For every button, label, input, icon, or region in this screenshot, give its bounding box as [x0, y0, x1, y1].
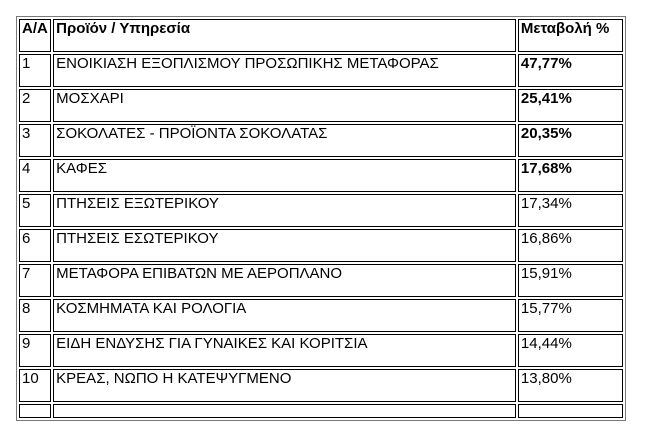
row-aa-cell: 7 [19, 264, 51, 297]
header-product: Προϊόν / Υπηρεσία [53, 19, 516, 52]
table-row [19, 369, 623, 402]
table-row [19, 89, 623, 122]
row-change-cell: 15,91% [518, 264, 623, 297]
row-aa-cell: 1 [19, 54, 51, 87]
table-row [19, 159, 623, 192]
row-aa-cell: 8 [19, 299, 51, 332]
row-product-cell: ΠΤΗΣΕΙΣ ΕΣΩΤΕΡΙΚΟΥ [53, 229, 516, 262]
row-change-cell: 25,41% [518, 89, 623, 122]
row-aa-cell: 4 [19, 159, 51, 192]
row-aa-cell: 3 [19, 124, 51, 157]
partial-cell [19, 404, 51, 418]
row-aa-cell: 5 [19, 194, 51, 227]
row-product-cell: ΜΟΣΧΑΡΙ [53, 89, 516, 122]
row-product-cell: ΕΙΔΗ ΕΝΔΥΣΗΣ ΓΙΑ ΓΥΝΑΙΚΕΣ ΚΑΙ ΚΟΡΙΤΣΙΑ [53, 334, 516, 367]
partial-cell [53, 404, 516, 418]
price-change-table [16, 16, 626, 421]
header-change: Μεταβολή % [518, 19, 623, 52]
row-change-cell: 15,77% [518, 299, 623, 332]
table-row [19, 194, 623, 227]
table-row [19, 299, 623, 332]
row-change-cell: 20,35% [518, 124, 623, 157]
row-change-cell: 17,34% [518, 194, 623, 227]
row-product-cell: ΚΑΦΕΣ [53, 159, 516, 192]
table-header-row [19, 19, 623, 52]
row-change-cell: 13,80% [518, 369, 623, 402]
header-aa: Α/Α [19, 19, 51, 52]
table-row [19, 264, 623, 297]
table-row [19, 54, 623, 87]
table-row [19, 334, 623, 367]
row-product-cell: ΚΟΣΜΗΜΑΤΑ ΚΑΙ ΡΟΛΟΓΙΑ [53, 299, 516, 332]
row-product-cell: ΚΡΕΑΣ, ΝΩΠΟ Η ΚΑΤΕΨΥΓΜΕΝΟ [53, 369, 516, 402]
table-row-partial [19, 404, 623, 418]
table-row [19, 229, 623, 262]
row-aa-cell: 9 [19, 334, 51, 367]
row-product-cell: ΠΤΗΣΕΙΣ ΕΞΩΤΕΡΙΚΟΥ [53, 194, 516, 227]
row-product-cell: ΕΝΟΙΚΙΑΣΗ ΕΞΟΠΛΙΣΜΟΥ ΠΡΟΣΩΠΙΚΗΣ ΜΕΤΑΦΟΡΑΣ [53, 54, 516, 87]
table-row [19, 124, 623, 157]
row-change-cell: 16,86% [518, 229, 623, 262]
table-body [19, 19, 623, 418]
row-aa-cell: 10 [19, 369, 51, 402]
row-change-cell: 47,77% [518, 54, 623, 87]
row-product-cell: ΣΟΚΟΛΑΤΕΣ - ΠΡΟΪΟΝΤΑ ΣΟΚΟΛΑΤΑΣ [53, 124, 516, 157]
row-aa-cell: 2 [19, 89, 51, 122]
row-change-cell: 14,44% [518, 334, 623, 367]
row-product-cell: ΜΕΤΑΦΟΡΑ ΕΠΙΒΑΤΩΝ ΜΕ ΑΕΡΟΠΛΑΝΟ [53, 264, 516, 297]
row-aa-cell: 6 [19, 229, 51, 262]
partial-cell [518, 404, 623, 418]
row-change-cell: 17,68% [518, 159, 623, 192]
